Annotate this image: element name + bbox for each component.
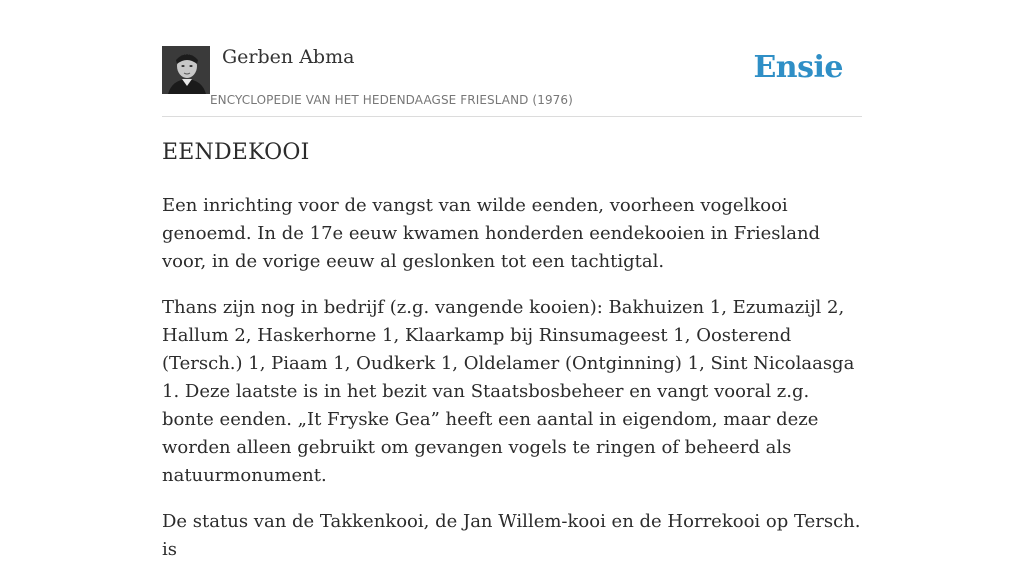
author-avatar[interactable]: [162, 46, 210, 94]
page-header: [162, 46, 862, 117]
article-paragraph: Thans zijn nog in bedrijf (z.g. vangende kooien): Bakhuizen 1, Ezumazijl 2, Hallum 2, Haskerhorne 1, Klaarkamp bij Rinsumageest 1, Oosterend (Tersch.) 1, Piaam 1, Oudkerk 1, Oldelamer (Ontginning) 1, Sint Nicolaasga 1. Deze laatste is in het bezit van Staatsbosbeheer en vangt vooral z.g. bonte eenden. „It Fryske Gea” heeft een aantal in eigendom, maar deze worden alleen gebruikt om gevangen vogels te ringen of beheerd als natuurmonument.: [162, 297, 855, 486]
brand-logo[interactable]: Ensie: [753, 50, 843, 85]
article-paragraph: Een inrichting voor de vangst van wilde eenden, voorheen vogelkooi genoemd. In de 17e eeuw kwamen honderden eendekooien in Friesland voor, in de vorige eeuw al geslonken tot een tachtigtal.: [162, 195, 821, 272]
author-name[interactable]: Gerben Abma: [222, 46, 355, 68]
article-body: [162, 192, 862, 582]
source-label[interactable]: ENCYCLOPEDIE VAN HET HEDENDAAGSE FRIESLAND (1976): [210, 93, 573, 107]
article-title: EENDEKOOI: [162, 140, 310, 165]
author-portrait-icon: [162, 46, 210, 94]
article-paragraph: De status van de Takkenkooi, de Jan Willem-kooi en de Horrekooi op Tersch. is: [162, 511, 861, 560]
